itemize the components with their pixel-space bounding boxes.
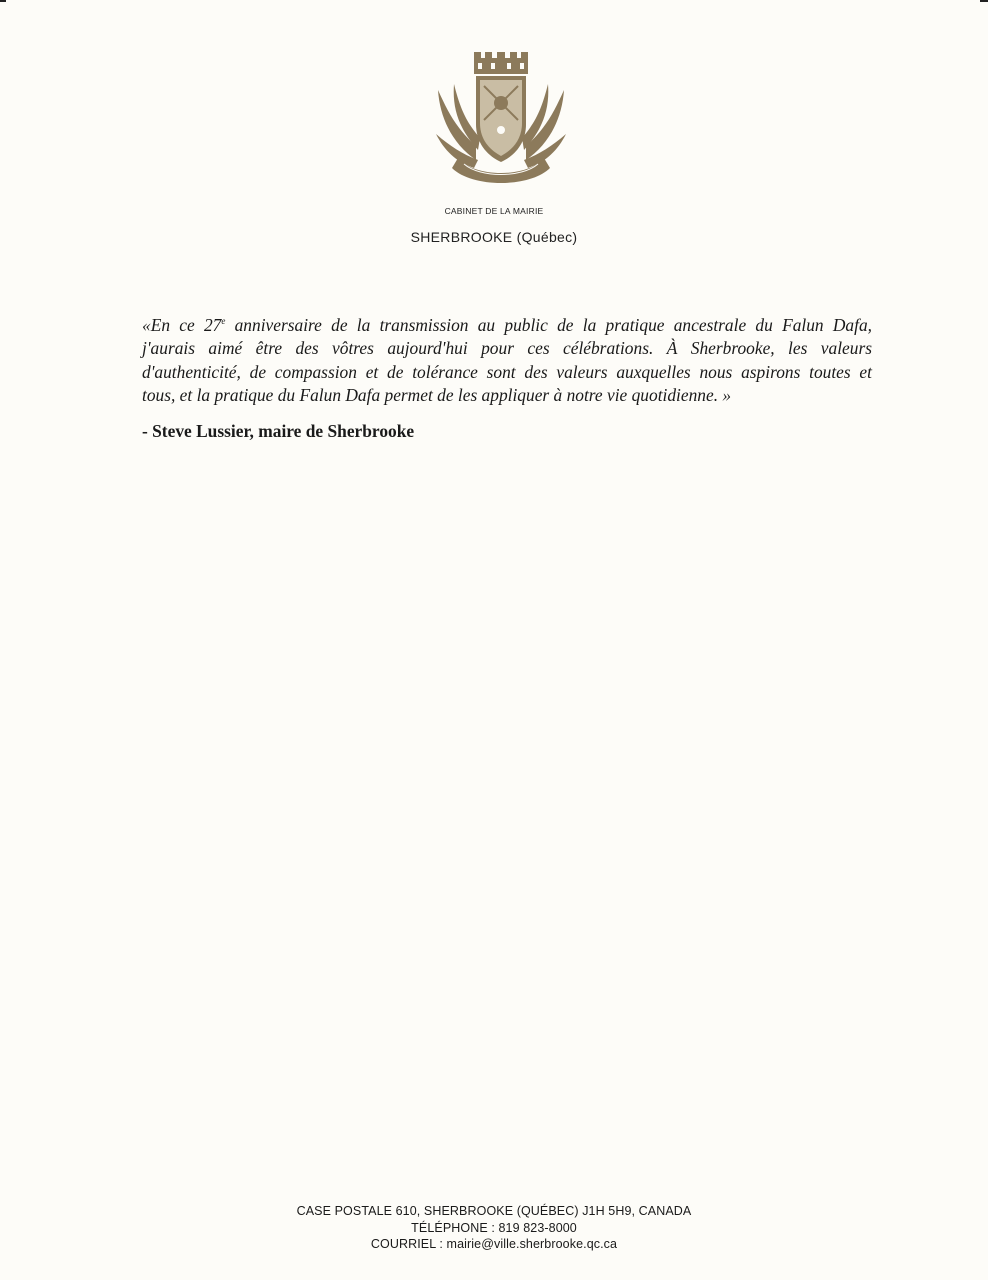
coat-of-arms-logo bbox=[434, 50, 568, 190]
footer-contact bbox=[0, 1203, 988, 1253]
footer-email: COURRIEL : mairie@ville.sherbrooke.qc.ca bbox=[370, 1237, 618, 1251]
quote-line-1-start: «En ce 27 bbox=[142, 315, 222, 335]
quote-line-2: j'aurais aimé être des vôtres aujourd'hui pour ces célébrations. À Sherbrooke, les valeurs bbox=[142, 338, 872, 359]
quote-attribution: - Steve Lussier, maire de Sherbrooke bbox=[142, 421, 415, 441]
mayor-quote bbox=[142, 314, 872, 407]
office-name: CABINET DE LA MAIRIE bbox=[444, 206, 544, 216]
scan-edge bbox=[0, 0, 988, 2]
footer-address: CASE POSTALE 610, SHERBROOKE (QUÉBEC) J1H 5H9, CANADA bbox=[296, 1204, 692, 1218]
ordinal-suffix: e bbox=[221, 316, 226, 327]
quote-line-4: tous, et la pratique du Falun Dafa permet de les appliquer à notre vie quotidienne. » bbox=[142, 384, 732, 405]
quote-line-1 bbox=[142, 314, 872, 337]
quote-line-3: d'authenticité, de compassion et de tolérance sont des valeurs auxquelles nous aspirons toutes et bbox=[142, 361, 872, 382]
footer-phone: TÉLÉPHONE : 819 823-8000 bbox=[411, 1220, 577, 1235]
quote-line-1-end: anniversaire de la transmission au public de la pratique ancestrale du Falun Dafa, bbox=[225, 315, 872, 335]
city-name: SHERBROOKE (Québec) bbox=[410, 229, 578, 245]
